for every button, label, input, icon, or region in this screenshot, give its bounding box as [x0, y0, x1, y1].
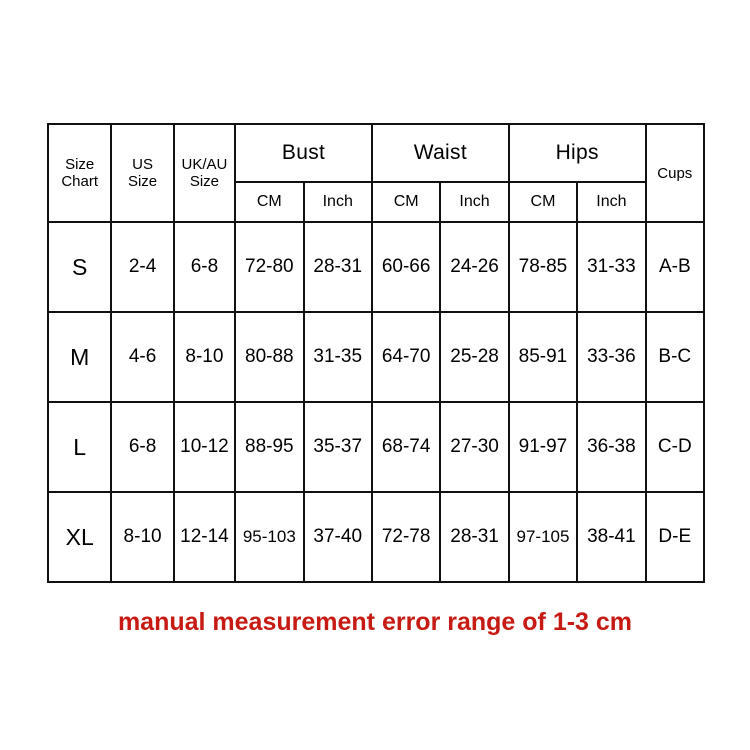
header-group-waist: Waist: [372, 124, 509, 182]
cell-us-size: 4-6: [111, 312, 173, 402]
header-us-size-line2: Size: [127, 173, 158, 190]
header-uk-au-size: [174, 124, 235, 222]
header-hips-cm: CM: [509, 182, 577, 222]
header-waist-cm: CM: [372, 182, 440, 222]
table-header: [48, 124, 704, 222]
header-size-chart: [48, 124, 111, 222]
cell-waist-cm: 60-66: [372, 222, 440, 312]
size-chart-table: [47, 123, 705, 583]
size-chart-table-container: [47, 123, 705, 583]
table-row: [48, 402, 704, 492]
cell-hips-inch: 36-38: [577, 402, 645, 492]
header-hips-inch: Inch: [577, 182, 645, 222]
cell-hips-cm: 78-85: [509, 222, 577, 312]
cell-waist-cm: 72-78: [372, 492, 440, 582]
cell-hips-inch: 31-33: [577, 222, 645, 312]
cell-uk-au-size: 6-8: [174, 222, 235, 312]
cell-bust-cm: 80-88: [235, 312, 303, 402]
cell-bust-cm: 72-80: [235, 222, 303, 312]
cell-bust-cm: 88-95: [235, 402, 303, 492]
header-cups: Cups: [646, 124, 704, 222]
cell-us-size: 2-4: [111, 222, 173, 312]
cell-waist-cm: 64-70: [372, 312, 440, 402]
cell-hips-inch: 33-36: [577, 312, 645, 402]
header-uk-au-size-line2: Size: [189, 173, 220, 190]
cell-bust-inch: 35-37: [304, 402, 372, 492]
cell-waist-inch: 28-31: [440, 492, 508, 582]
table-row: [48, 312, 704, 402]
cell-bust-inch: 28-31: [304, 222, 372, 312]
cell-us-size: 6-8: [111, 402, 173, 492]
cell-size: S: [48, 222, 111, 312]
cell-waist-inch: 25-28: [440, 312, 508, 402]
cell-cups: A-B: [646, 222, 704, 312]
table-row: [48, 492, 704, 582]
cell-hips-inch: 38-41: [577, 492, 645, 582]
header-size-chart-line2: Chart: [61, 173, 99, 190]
header-us-size-line1: US: [132, 155, 153, 173]
cell-hips-cm: 85-91: [509, 312, 577, 402]
cell-uk-au-size: 10-12: [174, 402, 235, 492]
cell-waist-inch: 27-30: [440, 402, 508, 492]
cell-cups: D-E: [646, 492, 704, 582]
table-row: [48, 222, 704, 312]
cell-size: L: [48, 402, 111, 492]
cell-uk-au-size: 12-14: [174, 492, 235, 582]
cell-size: XL: [48, 492, 111, 582]
cell-uk-au-size: 8-10: [174, 312, 235, 402]
cell-waist-inch: 24-26: [440, 222, 508, 312]
header-us-size: [111, 124, 173, 222]
cell-us-size: 8-10: [111, 492, 173, 582]
header-bust-cm: CM: [235, 182, 303, 222]
cell-cups: B-C: [646, 312, 704, 402]
cell-hips-cm: 97-105: [509, 492, 577, 582]
header-group-bust: Bust: [235, 124, 372, 182]
cell-waist-cm: 68-74: [372, 402, 440, 492]
header-size-chart-line1: Size: [65, 155, 95, 173]
header-group-hips: Hips: [509, 124, 646, 182]
cell-hips-cm: 91-97: [509, 402, 577, 492]
cell-bust-inch: 31-35: [304, 312, 372, 402]
header-bust-inch: Inch: [304, 182, 372, 222]
header-uk-au-size-line1: UK/AU: [181, 155, 228, 173]
cell-cups: C-D: [646, 402, 704, 492]
cell-size: M: [48, 312, 111, 402]
header-row-groups: [48, 124, 704, 182]
header-waist-inch: Inch: [440, 182, 508, 222]
measurement-note: manual measurement error range of 1-3 cm: [117, 608, 633, 636]
table-body: [48, 222, 704, 582]
cell-bust-cm: 95-103: [235, 492, 303, 582]
cell-bust-inch: 37-40: [304, 492, 372, 582]
